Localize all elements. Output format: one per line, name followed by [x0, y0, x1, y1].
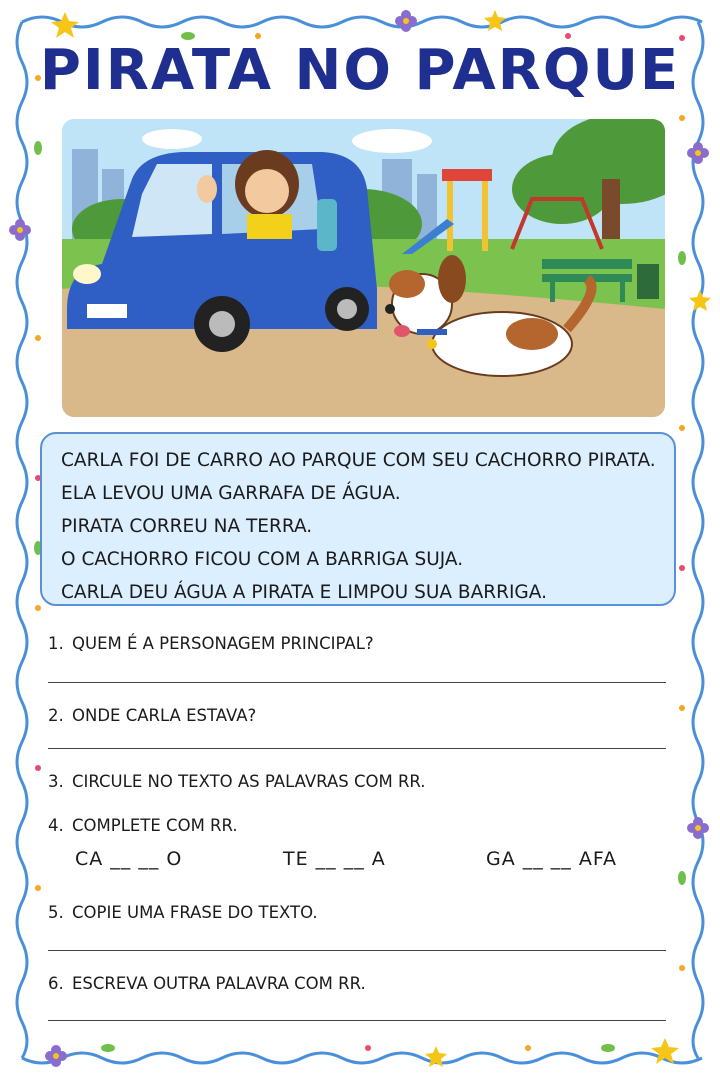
question-text: QUEM É A PERSONAGEM PRINCIPAL? — [72, 634, 374, 653]
story-line: O CACHORRO FICOU COM A BARRIGA SUJA. — [61, 549, 464, 570]
story-line: CARLA FOI DE CARRO AO PARQUE COM SEU CACHORRO PIRATA. — [61, 450, 656, 471]
question-1 — [48, 634, 374, 653]
question-text: ESCREVA OUTRA PALAVRA COM RR. — [72, 974, 366, 993]
question-4 — [48, 816, 238, 835]
question-number: 3. — [48, 772, 64, 791]
question-text: COMPLETE COM RR. — [72, 816, 238, 835]
question-text: CIRCULE NO TEXTO AS PALAVRAS COM RR. — [72, 772, 426, 791]
question-6 — [48, 974, 366, 993]
question-text: COPIE UMA FRASE DO TEXTO. — [72, 903, 318, 922]
fill-in-word-2[interactable]: TE __ __ A — [283, 848, 386, 870]
question-number: 6. — [48, 974, 64, 993]
question-2 — [48, 706, 256, 725]
answer-line-2[interactable] — [48, 748, 666, 749]
question-number: 5. — [48, 903, 64, 922]
story-illustration — [62, 119, 665, 417]
question-text: ONDE CARLA ESTAVA? — [72, 706, 257, 725]
story-line: CARLA DEU ÁGUA A PIRATA E LIMPOU SUA BARRIGA. — [61, 582, 547, 603]
fill-in-word-1[interactable]: CA __ __ O — [75, 848, 183, 870]
question-number: 4. — [48, 816, 64, 835]
question-3 — [48, 772, 426, 791]
fill-in-word-3[interactable]: GA __ __ AFA — [486, 848, 618, 870]
answer-line-5[interactable] — [48, 950, 666, 951]
page-title: PIRATA NO PARQUE — [39, 38, 681, 103]
question-number: 1. — [48, 634, 64, 653]
story-line: ELA LEVOU UMA GARRAFA DE ÁGUA. — [61, 483, 401, 504]
story-line: PIRATA CORREU NA TERRA. — [61, 516, 313, 537]
story-text-box — [40, 432, 676, 606]
answer-line-6[interactable] — [48, 1020, 666, 1021]
question-5 — [48, 903, 318, 922]
answer-line-1[interactable] — [48, 682, 666, 683]
question-number: 2. — [48, 706, 64, 725]
water-bottle-icon — [317, 199, 337, 251]
